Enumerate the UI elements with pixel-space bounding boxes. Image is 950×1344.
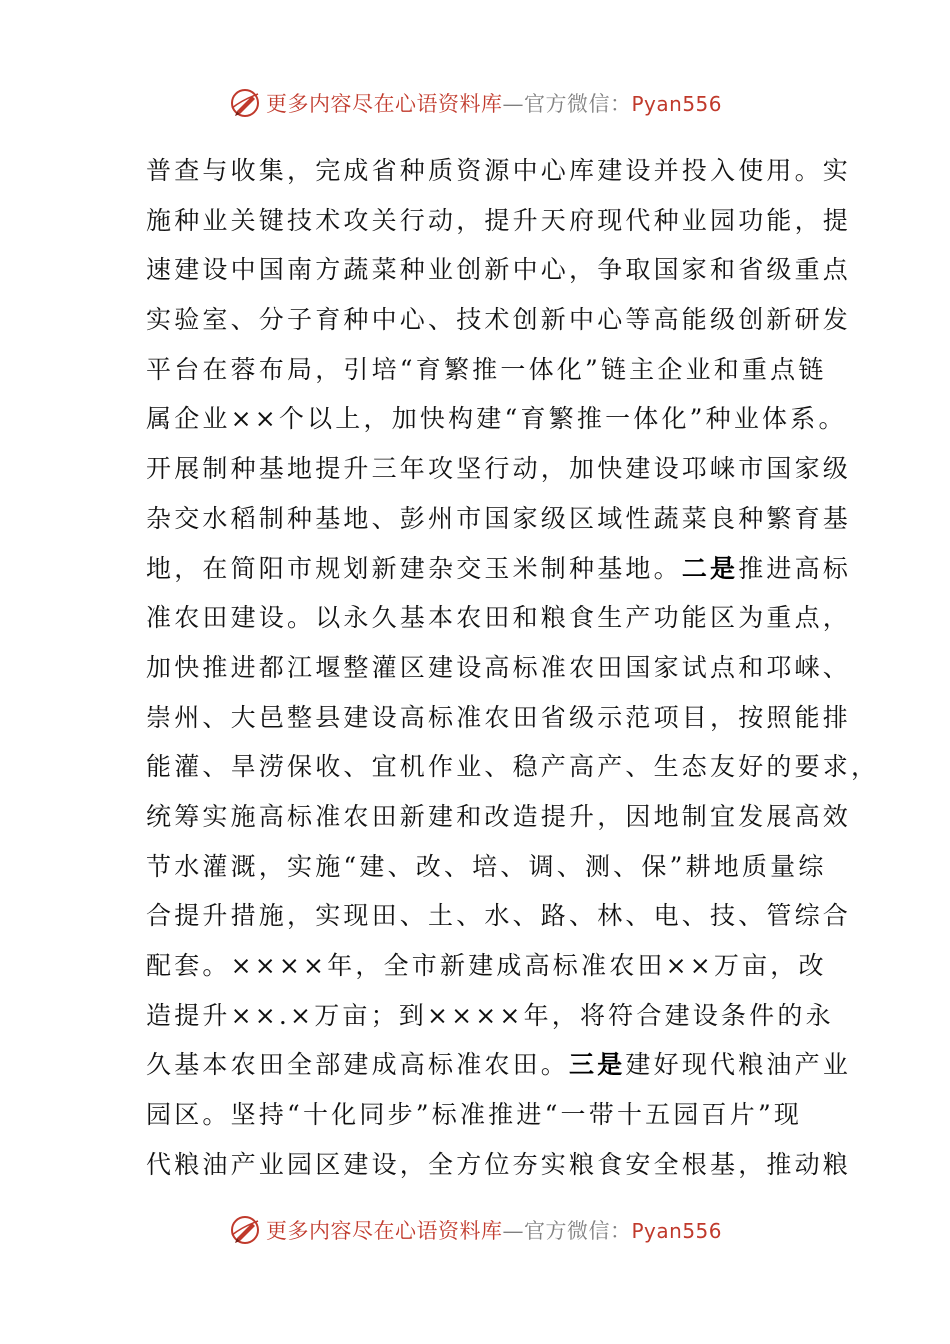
- text-line: [146, 146, 852, 196]
- text-segment: 地，在简阳市规划新建杂交玉米制种基地。: [146, 553, 682, 583]
- text-segment: 推进高标: [738, 553, 852, 583]
- header-contact-id: Pyan556: [631, 92, 722, 116]
- text-line: [146, 1140, 852, 1190]
- header-watermark: [0, 83, 950, 123]
- header-site-text: 更多内容尽在心语资料库: [265, 92, 503, 116]
- text-segment: 平台在蓉布局，引培“育繁推一体化”链主企业和重点链: [146, 354, 827, 384]
- text-line: [146, 494, 852, 544]
- text-segment: 属企业××个以上，加快构建“育繁推一体化”种业体系。: [146, 404, 847, 434]
- text-segment: 造提升××.×万亩；到××××年，将符合建设条件的永: [146, 1000, 834, 1030]
- text-line: [146, 891, 852, 941]
- text-segment: 合提升措施，实现田、土、水、路、林、电、技、管综合: [146, 901, 852, 931]
- text-segment: 崇州、大邑整县建设高标准农田省级示范项目，按照能排: [146, 702, 852, 732]
- pen-logo-icon: [228, 1213, 262, 1247]
- pen-logo-icon: [228, 86, 262, 120]
- text-segment: 加快推进都江堰整灌区建设高标准农田国家试点和邛崃、: [146, 652, 852, 682]
- footer-separator: —: [502, 1219, 524, 1243]
- text-segment: 速建设中国南方蔬菜种业创新中心，争取国家和省级重点: [146, 255, 852, 285]
- text-line: [146, 693, 852, 743]
- header-separator: —: [502, 92, 524, 116]
- text-segment: 普查与收集，完成省种质资源中心库建设并投入使用。实: [146, 156, 852, 185]
- header-contact-label: 官方微信：: [523, 92, 632, 116]
- text-line: [146, 1040, 852, 1090]
- document-body: [146, 146, 880, 1189]
- text-line: [146, 196, 852, 246]
- text-line: [146, 742, 880, 792]
- footer-contact-id: Pyan556: [631, 1219, 722, 1243]
- text-line: [146, 593, 852, 643]
- text-line: [146, 544, 852, 594]
- bold-lead-phrase: 三是: [569, 1050, 626, 1080]
- bold-lead-phrase: 二是: [681, 553, 739, 583]
- text-line: [146, 345, 827, 395]
- text-segment: 能灌、旱涝保收、宜机作业、稳产高产、生态友好的要求，: [146, 752, 880, 782]
- text-line: [146, 394, 847, 444]
- text-line: [146, 941, 827, 991]
- text-segment: 准农田建设。以永久基本农田和粮食生产功能区为重点，: [146, 603, 852, 633]
- text-segment: 久基本农田全部建成高标准农田。: [146, 1050, 570, 1080]
- text-line: [146, 643, 852, 693]
- text-segment: 园区。坚持“十化同步”标准推进“一带十五园百片”现: [146, 1100, 803, 1130]
- text-line: [146, 444, 852, 494]
- text-line: [146, 792, 852, 842]
- footer-contact-label: 官方微信：: [523, 1219, 632, 1243]
- text-segment: 开展制种基地提升三年攻坚行动，加快建设邛崃市国家级: [146, 454, 852, 484]
- text-segment: 节水灌溉，实施“建、改、培、调、测、保”耕地质量综: [146, 851, 827, 881]
- text-line: [146, 842, 827, 892]
- text-line: [146, 1090, 806, 1140]
- text-segment: 代粮油产业园区建设，全方位夯实粮食安全根基，推动粮: [146, 1149, 852, 1179]
- text-segment: 配套。××××年，全市新建成高标准农田××万亩，改: [146, 951, 827, 980]
- text-segment: 施种业关键技术攻关行动，提升天府现代种业园功能，提: [146, 205, 852, 235]
- text-line: [146, 991, 834, 1041]
- text-segment: 建好现代粮油产业: [625, 1050, 852, 1080]
- text-segment: 杂交水稻制种基地、彭州市国家级区域性蔬菜良种繁育基: [146, 503, 852, 533]
- text-segment: 统筹实施高标准农田新建和改造提升，因地制宜发展高效: [146, 801, 852, 831]
- footer-watermark: [0, 1210, 950, 1250]
- text-line: [146, 245, 852, 295]
- header-watermark-text: [266, 88, 722, 118]
- footer-site-text: 更多内容尽在心语资料库: [265, 1219, 503, 1243]
- text-segment: 实验室、分子育种中心、技术创新中心等高能级创新研发: [146, 305, 852, 335]
- text-line: [146, 295, 852, 345]
- footer-watermark-text: [266, 1215, 722, 1245]
